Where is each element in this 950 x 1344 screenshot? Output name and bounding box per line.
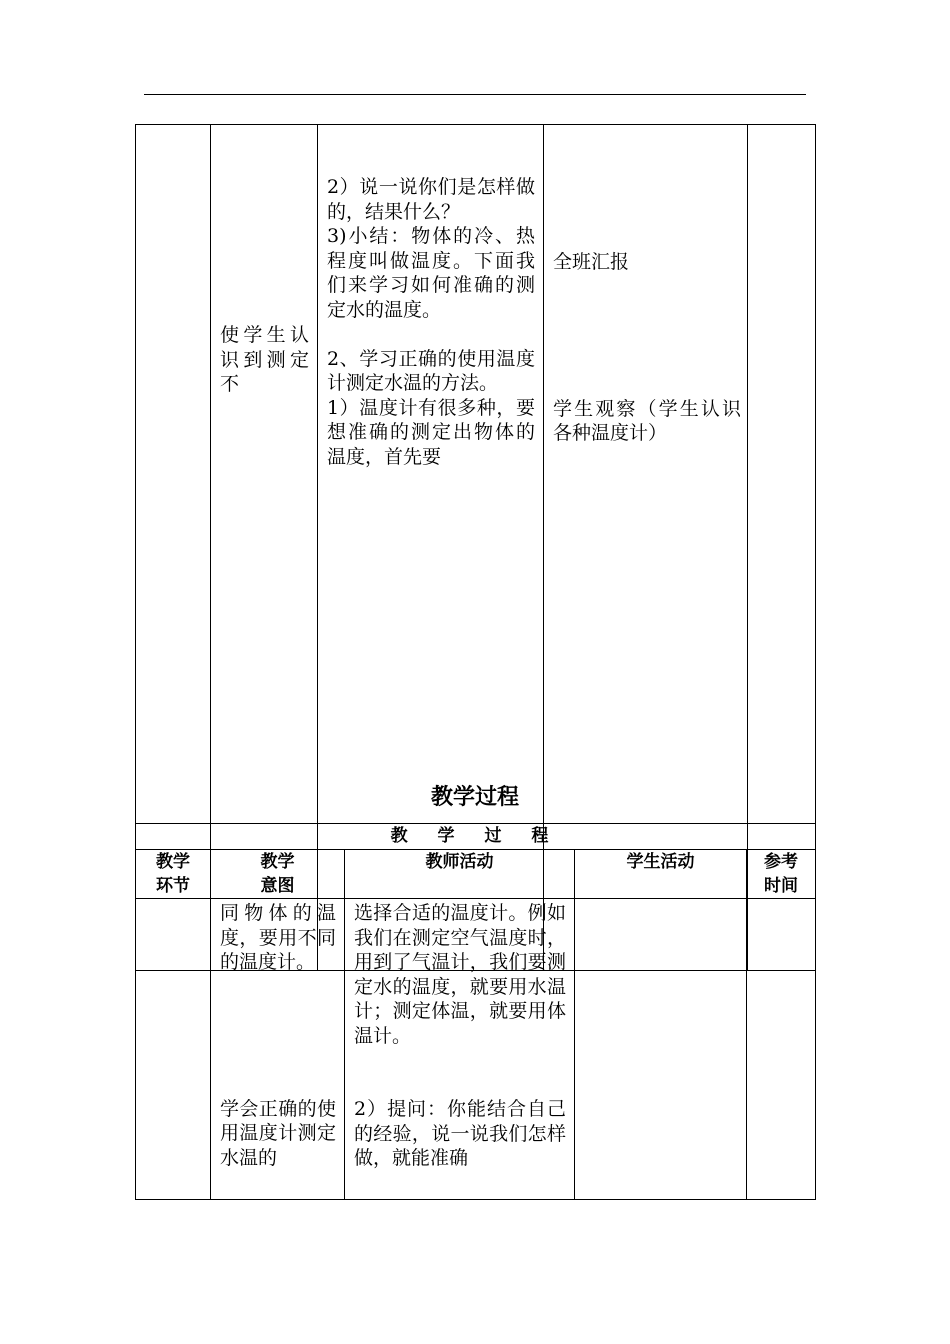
student-activity-cell <box>575 899 747 1200</box>
section-title: 教学过程 <box>430 785 519 810</box>
col-header-intent: 教学 意图 <box>211 850 345 899</box>
col-header-stage: 教学 环节 <box>136 850 211 899</box>
student-report: 全班汇报 <box>553 251 630 273</box>
teacher-text-2: 2）提问：你能结合自己的经验，说一说我们怎样做，就能准确 <box>354 1098 566 1169</box>
time-cell <box>747 899 816 1200</box>
student-observe: 学生观察（学生认识各种温度计） <box>553 397 741 444</box>
teacher-summary: 3)小结：物体的冷、热程度叫做温度。下面我们来学习如何准确的测定水的温度。 <box>327 225 535 321</box>
table-main-header: 教 学 过 程 <box>136 824 816 850</box>
intent-text: 使学生认识到测定不 <box>220 324 309 395</box>
col-header-time: 参考 时间 <box>747 850 816 899</box>
teacher-text-1: 选择合适的温度计。例如我们在测定空气温度时，用到了气温计，我们要测定水的温度，就要用水温计；测定体温，就要用体温计。 <box>354 902 566 1047</box>
teacher-question: 2）说一说你们是怎样做的，结果什么？ <box>327 176 535 223</box>
intent-text-2: 学会正确的使用温度计测定水温的 <box>220 1097 336 1169</box>
teacher-activity-cell <box>345 899 575 1200</box>
intent-text-1: 同物体的温度，要用不同的温度计。 <box>220 902 336 973</box>
intent-cell <box>211 899 345 1200</box>
teacher-step-2: 2、学习正确的使用温度计测定水温的方法。 <box>327 347 535 394</box>
header-rule <box>144 94 806 95</box>
teacher-step-2-1: 1）温度计有很多种，要想准确的测定出物体的温度，首先要 <box>327 396 535 468</box>
col-header-teacher: 教师活动 <box>345 850 575 899</box>
col-header-student: 学生活动 <box>575 850 747 899</box>
lesson-process-table <box>135 823 816 1200</box>
stage-cell <box>136 899 211 1200</box>
